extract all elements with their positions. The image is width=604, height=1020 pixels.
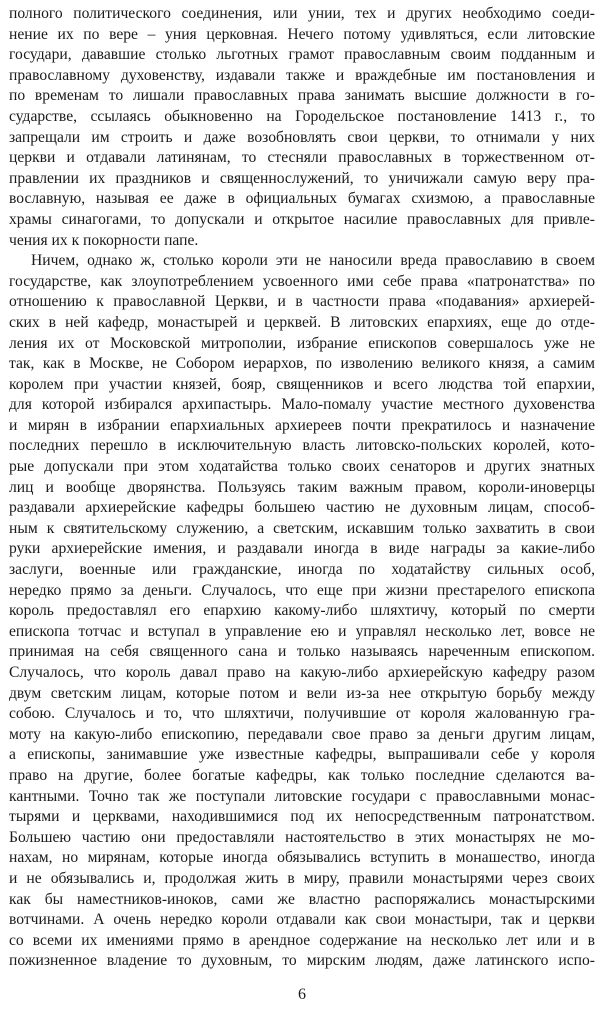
text-line: отношению к православной Церкви, и в частности права «подавания» архиерей- [9, 293, 595, 311]
text-line: для которой избирался архипастырь. Мало-помалу участие местного духовенства [9, 396, 595, 414]
text-line: Ничем, однако ж, столько короли эти не наносили вреда православию в своем [31, 252, 595, 270]
text-line: нахам, но мирянам, которые иногда обязывались вступить в монашество, иногда [9, 849, 595, 867]
text-line: со всеми их имениями прямо в арендное содержание на несколько лет или и в [9, 931, 595, 949]
text-line: право на другие, более богатые кафедры, как только последние сделаются ва- [9, 766, 595, 784]
text-line: полного политического соединения, или унии, тех и других необходимо соеди- [9, 5, 595, 22]
text-line: сударстве, ссылаясь обыкновенно на Городельское постановление 1413 г., то [9, 107, 595, 125]
text-line: вославную, называя ее даже в официальных бумагах схизмою, а православные [9, 190, 595, 208]
text-line: храмы синагогами, то допускали и открытое насилие православных для привле- [9, 210, 595, 228]
text-line: ления их от Московской митрополии, избрание епископов совершалось уже не [9, 334, 595, 352]
text-line: запрещали им строить и даже возобновлять свои церкви, то отнимали у них [9, 128, 595, 146]
text-line: двум светским лицам, которые потом и вели из-за нее открытую борьбу между [9, 684, 595, 702]
text-line: вотчинами. А очень нередко короли отдавали как свои монастыри, так и церкви [9, 911, 595, 929]
text-line: а епископы, занимавшие уже известные кафедры, выпрашивали себе у короля [9, 746, 595, 764]
text-line: королем при участии князей, бояр, священников и всего людства той епархии, [9, 375, 595, 393]
text-line: православному духовенству, издавали также и враждебные им постановления и [9, 66, 595, 84]
text-line: и не обязывались и, продолжая жить в миру, правили монастырями через своих [9, 869, 595, 887]
text-line: и мирян в избрании епархиальных архиереев почти прекратилось и назначение [9, 416, 595, 434]
text-line: нение их по вере – уния церковная. Нечего потому удивляться, если литовские [9, 25, 595, 43]
text-line: принимая на себя священного сана и только называясь нареченным епископом. [9, 643, 595, 661]
text-line: епископа тотчас и вступал в управление ею и управлял несколько лет, вовсе не [9, 622, 595, 640]
text-line: церкви и отдавали латинянам, то стесняли православных в торжественном от- [9, 149, 595, 167]
text-line: последних перешло в исключительную власть литовско-польских королей, кото- [9, 437, 595, 455]
text-line: кантными. Точно так же поступали литовские государи с православными монас- [9, 787, 595, 805]
text-line: чения их к покорности папе. [9, 231, 199, 249]
text-line: как бы наместников-иноков, сами же властно распоряжались монастырскими [9, 890, 595, 908]
text-line: ным к святительскому служению, а светским, искавшим только захватить в свои [9, 519, 595, 537]
text-line: Случалось, что король давал право на какую-либо архиерейскую кафедру разом [9, 664, 595, 681]
text-line: король предоставлял его епархию какому-либо шляхтичу, который по смерти [9, 602, 595, 620]
page-number: 6 [298, 986, 306, 1003]
text-line: раздавали архиерейские кафедры большею частию не духовным лицам, способ- [9, 499, 595, 517]
text-line: заслуги, военные или гражданские, иногда по ходатайству сильных особ, [9, 561, 595, 579]
text-line: пожизненное владение то духовным, то мирским людям, даже латинского испо- [9, 952, 595, 970]
text-line: тырями и церквами, находившимися под их непосредственным патронатством. [9, 808, 595, 826]
text-line: моту на какую-либо епископию, передавали свое право за деньги другим лицам, [9, 725, 595, 743]
text-line: рые допускали при этом ходатайства только своих сенаторов и других знатных [9, 458, 595, 476]
paragraph [9, 4, 595, 251]
text-line: ских в ней кафедр, монастырей и церквей. В литовских епархиях, еще до отде- [9, 313, 595, 331]
text-line: государи, дававшие столько льготных грамот православным своим подданным и [9, 46, 595, 64]
paragraph [9, 251, 595, 972]
text-line: государстве, как злоупотреблением усвоенного ими себе права «патронатства» по [9, 272, 595, 290]
text-line: Большею частию они предоставляли настоятельство в этих монастырях не мо- [9, 828, 595, 846]
text-line: по временам то лишали православных права занимать высшие должности в го- [9, 87, 595, 105]
text-line: собою. Случалось и то, что шляхтичи, получившие от короля жалованную гра- [9, 705, 595, 723]
text-line: так, как в Москве, не Собором иерархов, по изволению великого князя, а самим [9, 355, 595, 373]
page-body [9, 4, 595, 972]
text-line: лиц и вообще дворянства. Пользуясь таким важным правом, короли-иноверцы [9, 478, 595, 496]
text-line: руки архиерейские имения, и раздавали иногда в виде награды за какие-либо [9, 540, 595, 558]
text-line: правлении их праздников и священнослужений, то уничижали самую веру пра- [9, 169, 595, 187]
text-line: нередко прямо за деньги. Случалось, что еще при жизни престарелого епископа [9, 581, 595, 599]
